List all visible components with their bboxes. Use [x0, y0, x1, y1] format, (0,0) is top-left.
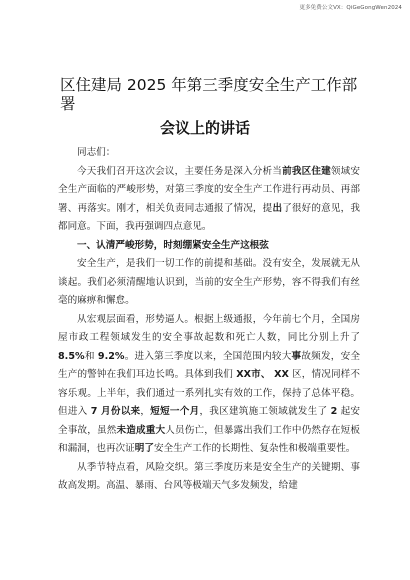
- greeting: 同志们：: [77, 147, 116, 158]
- text-run: 和: [84, 350, 98, 362]
- title-line-2: 署: [60, 95, 76, 113]
- bold-run: 市: [251, 369, 261, 380]
- bold-run: 事: [291, 350, 302, 362]
- text-run: 从宏观层面看，形势逼人。根据上级通报，今年前七个月，全国房屋市政工程领域发生的安全事故起数和死亡人数，同比分别上升了: [58, 313, 360, 343]
- title-line-1: 区住建局 2025 年第三季度安全生产工作部: [60, 76, 358, 94]
- text-run: 。进入第三季度以来，全国范围内较大: [124, 350, 292, 362]
- text-run: 故频发，安全生产的警钟在我们耳边长鸣。具体到我们: [58, 350, 360, 380]
- text-run: ，我: [199, 406, 220, 417]
- document-title: [60, 76, 360, 114]
- document-subtitle: 会议上的讲话: [159, 119, 250, 137]
- text-run: 区建筑施工领域就发生了: [219, 406, 331, 417]
- bold-run: 、 XX: [260, 369, 289, 380]
- bold-run: 短短一个月: [150, 406, 200, 417]
- bold-run: 9.2%: [97, 350, 125, 362]
- text-run: 安全生产工作的长期性、复杂性和极端重要性。: [153, 443, 356, 454]
- bold-run: 8.5%: [58, 350, 85, 362]
- paragraph-intro: [58, 163, 360, 237]
- text-run: 了很好的意见，我都同意。下面，我再强调四点意见。: [58, 202, 361, 232]
- bold-run: 未造成重大: [116, 424, 166, 436]
- section-heading-1: 一、认清严峻形势，时刻绷紧安全生产这根弦: [77, 239, 269, 251]
- text-run: 今天我们召开这次会议，主要任务是深入分析当: [77, 165, 283, 177]
- text-run: 区，情况同样不容乐观。上半年，我们通过一系列扎实有效的工作，保持了总体平稳。但进入: [58, 369, 360, 417]
- bold-run: 明了: [134, 443, 154, 454]
- bold-run: XX: [236, 369, 252, 380]
- paragraph-macro-situation: [58, 311, 360, 459]
- text-run: ，: [140, 406, 151, 417]
- bold-run: 7 月份以来: [90, 406, 141, 417]
- watermark-text: 更多免费公文VX：QiGeGongWen2024: [299, 5, 402, 11]
- text-run: 起安全事故，虽然: [58, 406, 361, 436]
- paragraph-safety-foundation: 安全生产，是我们一切工作的前提和基础。没有安全，发展就无从谈起。我们必须清醒地认识到，当前的安全生产形势，容不得我们有丝毫的麻痹和懈怠。: [58, 258, 360, 306]
- text-run: 人员伤亡，但暴露出我们工作中仍然存在短板和漏洞，也再次证: [58, 424, 361, 454]
- bold-run: 出: [272, 202, 283, 214]
- document-body: [58, 144, 360, 496]
- paragraph-seasonal-risk: 从季节特点看，风险交织。第三季度历来是安全生产的关键期、事故高发期。高温、暴雨、台风等极端天气多发频发，给建: [58, 461, 360, 491]
- bold-run: 前我区住建: [282, 165, 331, 177]
- text-run: 领域安全生产面临的严峻形势，对第三季度的安全生产工作进行再动员、再部署、再落实。刚才，相关负责同志通报了情况，提: [58, 165, 361, 214]
- bold-run: 2: [330, 406, 338, 417]
